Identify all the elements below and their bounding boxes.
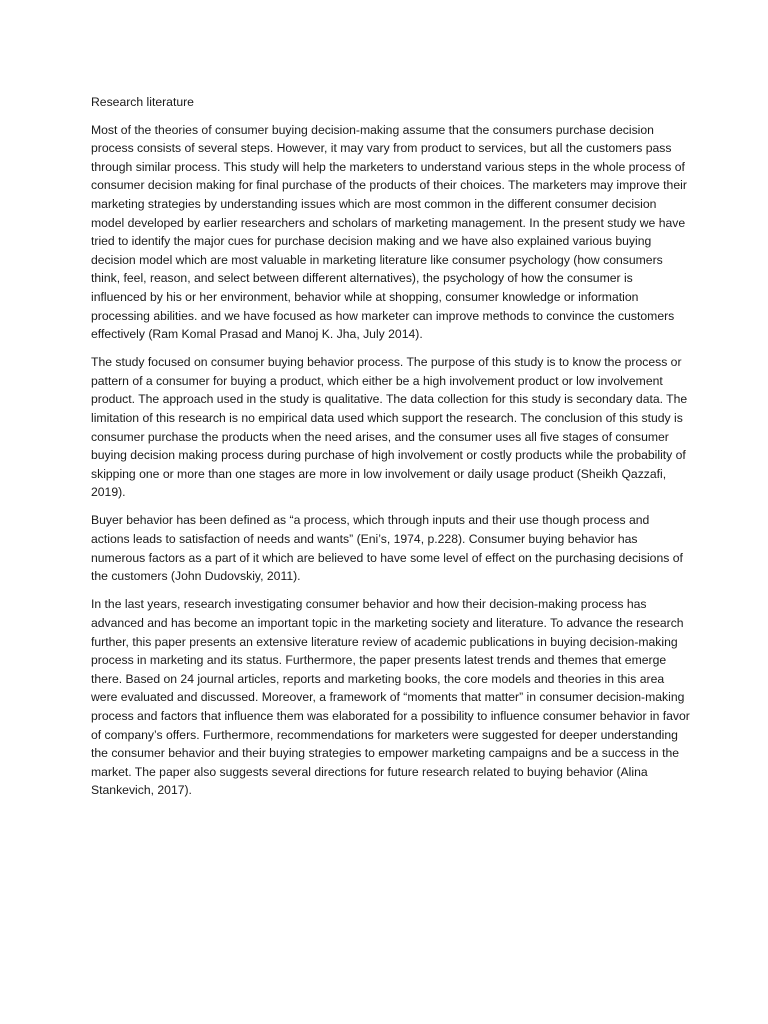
document-body bbox=[91, 93, 691, 809]
document-title: Research literature bbox=[91, 95, 194, 109]
paragraph-4: In the last years, research investigating consumer behavior and how their decision-making process has advanced and has become an important topic in the marketing society and literature. To advance the research further, this paper presents an extensive literature review of academic publications in buying decision-making process in marketing and its status. Furthermore, the paper presents latest trends and themes that emerge there. Based on 24 journal articles, reports and marketing books, the core models and theories in this area were evaluated and discussed. Moreover, a framework of “moments that matter” in consumer decision-making process and factors that influence them was elaborated for a possibility to influence consumer behavior in favor of company’s offers. Furthermore, recommendations for marketers were suggested for deeper understanding the consumer behavior and their buying strategies to empower marketing campaigns and be a success in the market. The paper also suggests several directions for future research related to buying behavior (Alina Stankevich, 2017). bbox=[91, 597, 690, 798]
paragraph-2: The study focused on consumer buying behavior process. The purpose of this study is to know the process or pattern of a consumer for buying a product, which either be a high involvement product or low involvement product. The approach used in the study is qualitative. The data collection for this study is secondary data. The limitation of this research is no empirical data used which support the research. The conclusion of this study is consumer purchase the products when the need arises, and the consumer uses all five stages of consumer buying decision making process during purchase of high involvement or costly products while the probability of skipping one or more than one stages are more in low involvement or daily usage product (Sheikh Qazzafi, 2019). bbox=[91, 355, 688, 500]
paragraph-3: Buyer behavior has been defined as “a process, which through inputs and their use though process and actions leads to satisfaction of needs and wants” (Eni’s, 1974, p.228). Consumer buying behavior has numerous factors as a part of it which are believed to have some level of effect on the purchasing decisions of the customers (John Dudovskiy, 2011). bbox=[91, 513, 683, 584]
paragraph-1: Most of the theories of consumer buying decision-making assume that the consumers purchase decision process consists of several steps. However, it may vary from product to services, but all the customers pass through similar process. This study will help the marketers to understand various steps in the whole process of consumer decision making for final purchase of the products of their choices. The marketers may improve their marketing strategies by understanding issues which are most common in the different consumer decision model developed by earlier researchers and scholars of marketing management. In the present study we have tried to identify the major cues for purchase decision making and we have also explained various buying decision model which are most valuable in marketing literature like consumer psychology (how consumers think, feel, reason, and select between different alternatives), the psychology of how the consumer is influenced by his or her environment, behavior while at shopping, consumer knowledge or information processing abilities. and we have focused as how marketer can improve methods to convince the customers effectively (Ram Komal Prasad and Manoj K. Jha, July 2014). bbox=[91, 122, 687, 342]
